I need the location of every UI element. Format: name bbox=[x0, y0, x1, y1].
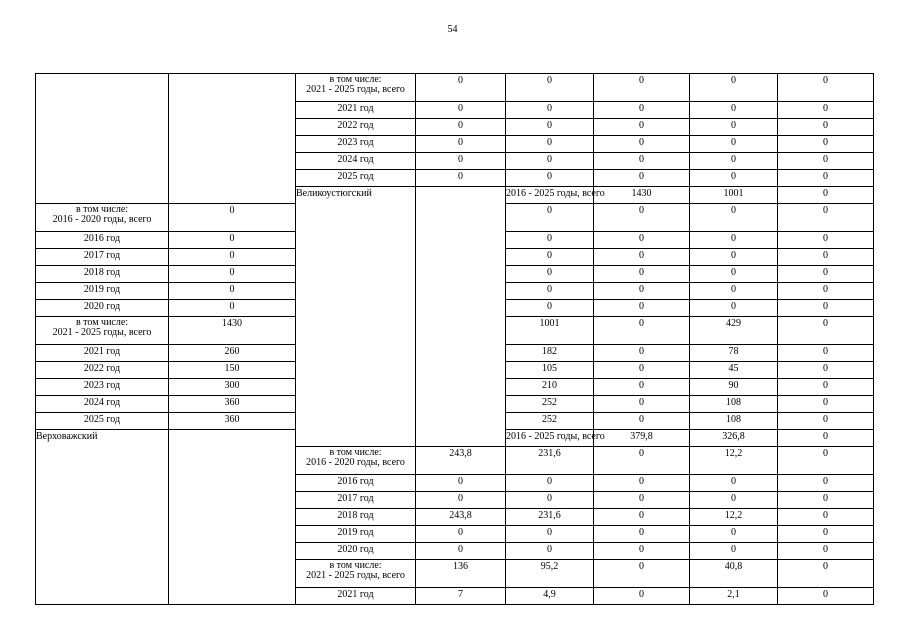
value-cell: 0 bbox=[594, 588, 690, 605]
value-cell: 1430 bbox=[169, 317, 296, 345]
period-label-cell bbox=[506, 430, 605, 447]
value-cell: 0 bbox=[594, 379, 690, 396]
period-label-line: 2017 год bbox=[83, 250, 121, 261]
value-cell: 231,6 bbox=[506, 509, 594, 526]
value-cell: 136 bbox=[416, 560, 506, 588]
period-label-line: 2017 год bbox=[337, 493, 374, 504]
value-cell: 0 bbox=[778, 102, 874, 119]
table-row bbox=[36, 74, 874, 102]
value-cell: 0 bbox=[778, 379, 874, 396]
period-label-line: в том числе: bbox=[75, 317, 129, 328]
value-cell: 0 bbox=[690, 492, 778, 509]
financing-table-sheet bbox=[35, 73, 873, 608]
value-cell: 90 bbox=[690, 379, 778, 396]
value-cell: 0 bbox=[778, 447, 874, 475]
value-cell: 0 bbox=[506, 204, 594, 232]
value-cell: 0 bbox=[169, 232, 296, 249]
region-name-cell: Верховажский bbox=[36, 430, 169, 605]
page-number: 54 bbox=[447, 24, 458, 35]
period-label-line: 2025 год bbox=[83, 414, 121, 425]
value-cell: 0 bbox=[690, 475, 778, 492]
period-label-cell bbox=[296, 543, 416, 560]
value-cell: 0 bbox=[690, 283, 778, 300]
value-cell: 0 bbox=[169, 266, 296, 283]
value-cell: 0 bbox=[690, 136, 778, 153]
value-cell: 0 bbox=[506, 153, 594, 170]
value-cell: 0 bbox=[594, 204, 690, 232]
value-cell: 0 bbox=[594, 362, 690, 379]
value-cell: 0 bbox=[594, 153, 690, 170]
value-cell: 243,8 bbox=[416, 509, 506, 526]
value-cell: 0 bbox=[594, 119, 690, 136]
value-cell: 0 bbox=[594, 396, 690, 413]
period-label-cell bbox=[36, 362, 169, 379]
period-label-cell bbox=[296, 74, 416, 102]
value-cell: 0 bbox=[506, 543, 594, 560]
value-cell: 0 bbox=[778, 187, 874, 204]
value-cell: 0 bbox=[690, 170, 778, 187]
value-cell: 182 bbox=[506, 345, 594, 362]
value-cell: 0 bbox=[778, 266, 874, 283]
value-cell: 0 bbox=[778, 204, 874, 232]
period-label-cell bbox=[36, 300, 169, 317]
value-cell: 0 bbox=[169, 283, 296, 300]
period-label-cell bbox=[36, 283, 169, 300]
period-label-line: 2024 год bbox=[83, 397, 121, 408]
value-cell: 0 bbox=[690, 153, 778, 170]
value-cell: 0 bbox=[778, 475, 874, 492]
value-cell: 0 bbox=[690, 266, 778, 283]
period-label-line: 2021 - 2025 годы, всего bbox=[306, 84, 405, 95]
value-cell: 0 bbox=[690, 204, 778, 232]
period-label-line: 2018 год bbox=[337, 510, 374, 521]
period-label-line: 2021 год bbox=[83, 346, 121, 357]
value-cell: 0 bbox=[778, 283, 874, 300]
value-cell: 0 bbox=[506, 74, 594, 102]
value-cell: 0 bbox=[594, 560, 690, 588]
value-cell: 0 bbox=[594, 249, 690, 266]
value-cell: 0 bbox=[594, 543, 690, 560]
value-cell: 12,2 bbox=[690, 509, 778, 526]
value-cell: 0 bbox=[778, 74, 874, 102]
value-cell: 243,8 bbox=[416, 447, 506, 475]
period-label-line: 2024 год bbox=[337, 154, 374, 165]
value-cell: 1001 bbox=[506, 317, 594, 345]
value-cell: 95,2 bbox=[506, 560, 594, 588]
period-label-line: 2018 год bbox=[83, 267, 121, 278]
period-label-line: в том числе: bbox=[329, 447, 382, 458]
value-cell: 0 bbox=[778, 413, 874, 430]
value-cell: 0 bbox=[416, 543, 506, 560]
value-cell: 0 bbox=[690, 119, 778, 136]
period-label-cell bbox=[36, 204, 169, 232]
period-label-cell bbox=[296, 136, 416, 153]
period-label-cell bbox=[296, 560, 416, 588]
value-cell: 0 bbox=[594, 283, 690, 300]
period-label-cell bbox=[36, 413, 169, 430]
period-label-cell bbox=[36, 249, 169, 266]
period-label-cell bbox=[36, 232, 169, 249]
value-cell: 0 bbox=[778, 362, 874, 379]
value-cell: 0 bbox=[690, 74, 778, 102]
period-label-line: 2016 год bbox=[83, 233, 121, 244]
period-label-cell bbox=[296, 526, 416, 543]
period-label-line: 2021 год bbox=[337, 589, 374, 600]
value-cell: 0 bbox=[778, 430, 874, 447]
period-label-cell bbox=[36, 266, 169, 283]
period-label-cell bbox=[296, 588, 416, 605]
financing-table bbox=[35, 73, 874, 605]
value-cell: 0 bbox=[778, 526, 874, 543]
value-cell: 0 bbox=[594, 526, 690, 543]
period-label-line: 2022 год bbox=[83, 363, 121, 374]
value-cell: 1430 bbox=[594, 187, 690, 204]
period-label-cell bbox=[506, 187, 605, 204]
value-cell: 0 bbox=[778, 232, 874, 249]
value-cell: 0 bbox=[778, 345, 874, 362]
period-label-line: 2025 год bbox=[337, 171, 374, 182]
value-cell: 300 bbox=[169, 379, 296, 396]
value-cell: 0 bbox=[690, 543, 778, 560]
value-cell: 0 bbox=[169, 300, 296, 317]
value-cell: 0 bbox=[594, 136, 690, 153]
period-label-line: 2023 год bbox=[83, 380, 121, 391]
value-cell: 231,6 bbox=[506, 447, 594, 475]
value-cell: 45 bbox=[690, 362, 778, 379]
value-cell: 0 bbox=[594, 300, 690, 317]
region-name-cell bbox=[36, 74, 169, 204]
value-cell: 12,2 bbox=[690, 447, 778, 475]
period-label-line: в том числе: bbox=[329, 560, 382, 571]
value-cell: 0 bbox=[778, 588, 874, 605]
period-label-line: 2019 год bbox=[337, 527, 374, 538]
region-name-cell: Великоустюгский bbox=[296, 187, 416, 447]
value-cell: 0 bbox=[690, 232, 778, 249]
period-label-cell bbox=[296, 447, 416, 475]
value-cell: 360 bbox=[169, 396, 296, 413]
value-cell: 429 bbox=[690, 317, 778, 345]
value-cell: 0 bbox=[506, 232, 594, 249]
period-label-cell bbox=[36, 396, 169, 413]
value-cell: 0 bbox=[169, 249, 296, 266]
value-cell: 0 bbox=[416, 153, 506, 170]
value-cell: 0 bbox=[416, 475, 506, 492]
period-label-line: 2016 - 2025 годы, всего bbox=[506, 431, 605, 442]
value-cell: 0 bbox=[778, 136, 874, 153]
period-label-line: 2020 год bbox=[83, 301, 121, 312]
period-label-line: 2016 - 2020 годы, всего bbox=[52, 214, 152, 225]
period-label-line: 2020 год bbox=[337, 544, 374, 555]
value-cell: 0 bbox=[416, 102, 506, 119]
value-cell: 0 bbox=[594, 232, 690, 249]
value-cell: 0 bbox=[778, 249, 874, 266]
value-cell: 0 bbox=[778, 119, 874, 136]
value-cell: 0 bbox=[594, 102, 690, 119]
value-cell: 0 bbox=[506, 492, 594, 509]
value-cell: 0 bbox=[416, 492, 506, 509]
value-cell: 252 bbox=[506, 396, 594, 413]
value-cell: 0 bbox=[506, 170, 594, 187]
value-cell: 0 bbox=[778, 170, 874, 187]
empty-column-cell bbox=[169, 430, 296, 605]
value-cell: 7 bbox=[416, 588, 506, 605]
period-label-cell bbox=[296, 170, 416, 187]
value-cell: 0 bbox=[506, 526, 594, 543]
value-cell: 0 bbox=[506, 300, 594, 317]
value-cell: 0 bbox=[416, 526, 506, 543]
value-cell: 4,9 bbox=[506, 588, 594, 605]
value-cell: 0 bbox=[690, 300, 778, 317]
value-cell: 0 bbox=[778, 300, 874, 317]
value-cell: 260 bbox=[169, 345, 296, 362]
period-label-cell bbox=[296, 102, 416, 119]
value-cell: 0 bbox=[416, 136, 506, 153]
value-cell: 326,8 bbox=[690, 430, 778, 447]
value-cell: 0 bbox=[778, 560, 874, 588]
period-label-line: 2019 год bbox=[83, 284, 121, 295]
value-cell: 0 bbox=[594, 317, 690, 345]
period-label-line: 2022 год bbox=[337, 120, 374, 131]
value-cell: 2,1 bbox=[690, 588, 778, 605]
empty-column-cell bbox=[169, 74, 296, 204]
value-cell: 0 bbox=[690, 526, 778, 543]
value-cell: 0 bbox=[594, 74, 690, 102]
value-cell: 0 bbox=[778, 396, 874, 413]
period-label-cell bbox=[296, 492, 416, 509]
value-cell: 108 bbox=[690, 413, 778, 430]
value-cell: 0 bbox=[778, 492, 874, 509]
value-cell: 0 bbox=[594, 170, 690, 187]
value-cell: 0 bbox=[416, 170, 506, 187]
value-cell: 0 bbox=[506, 136, 594, 153]
value-cell: 108 bbox=[690, 396, 778, 413]
value-cell: 0 bbox=[506, 102, 594, 119]
period-label-cell bbox=[296, 475, 416, 492]
value-cell: 0 bbox=[594, 413, 690, 430]
value-cell: 0 bbox=[778, 543, 874, 560]
period-label-line: 2023 год bbox=[337, 137, 374, 148]
value-cell: 0 bbox=[594, 475, 690, 492]
value-cell: 0 bbox=[778, 509, 874, 526]
period-label-line: 2021 - 2025 годы, всего bbox=[306, 570, 405, 581]
period-label-line: в том числе: bbox=[329, 74, 382, 85]
empty-column-cell bbox=[416, 187, 506, 447]
value-cell: 0 bbox=[506, 119, 594, 136]
value-cell: 0 bbox=[169, 204, 296, 232]
period-label-line: 2016 год bbox=[337, 476, 374, 487]
period-label-cell bbox=[36, 379, 169, 396]
value-cell: 0 bbox=[778, 317, 874, 345]
period-label-cell bbox=[36, 317, 169, 345]
period-label-line: 2021 - 2025 годы, всего bbox=[52, 327, 152, 338]
period-label-line: 2016 - 2025 годы, всего bbox=[506, 188, 605, 199]
value-cell: 0 bbox=[690, 102, 778, 119]
period-label-line: 2021 год bbox=[337, 103, 374, 114]
value-cell: 0 bbox=[594, 509, 690, 526]
table-body bbox=[36, 74, 874, 605]
value-cell: 0 bbox=[416, 74, 506, 102]
period-label-line: в том числе: bbox=[75, 204, 129, 215]
value-cell: 0 bbox=[416, 119, 506, 136]
period-label-cell bbox=[296, 153, 416, 170]
value-cell: 0 bbox=[506, 249, 594, 266]
period-label-cell bbox=[296, 509, 416, 526]
value-cell: 0 bbox=[778, 153, 874, 170]
value-cell: 0 bbox=[506, 475, 594, 492]
period-label-line: 2016 - 2020 годы, всего bbox=[306, 457, 405, 468]
value-cell: 0 bbox=[506, 266, 594, 283]
value-cell: 210 bbox=[506, 379, 594, 396]
value-cell: 360 bbox=[169, 413, 296, 430]
value-cell: 0 bbox=[690, 249, 778, 266]
value-cell: 0 bbox=[594, 492, 690, 509]
value-cell: 0 bbox=[594, 447, 690, 475]
value-cell: 252 bbox=[506, 413, 594, 430]
value-cell: 1001 bbox=[690, 187, 778, 204]
value-cell: 78 bbox=[690, 345, 778, 362]
value-cell: 0 bbox=[594, 266, 690, 283]
value-cell: 0 bbox=[506, 283, 594, 300]
value-cell: 40,8 bbox=[690, 560, 778, 588]
value-cell: 0 bbox=[594, 345, 690, 362]
value-cell: 150 bbox=[169, 362, 296, 379]
value-cell: 379,8 bbox=[594, 430, 690, 447]
value-cell: 105 bbox=[506, 362, 594, 379]
period-label-cell bbox=[296, 119, 416, 136]
period-label-cell bbox=[36, 345, 169, 362]
